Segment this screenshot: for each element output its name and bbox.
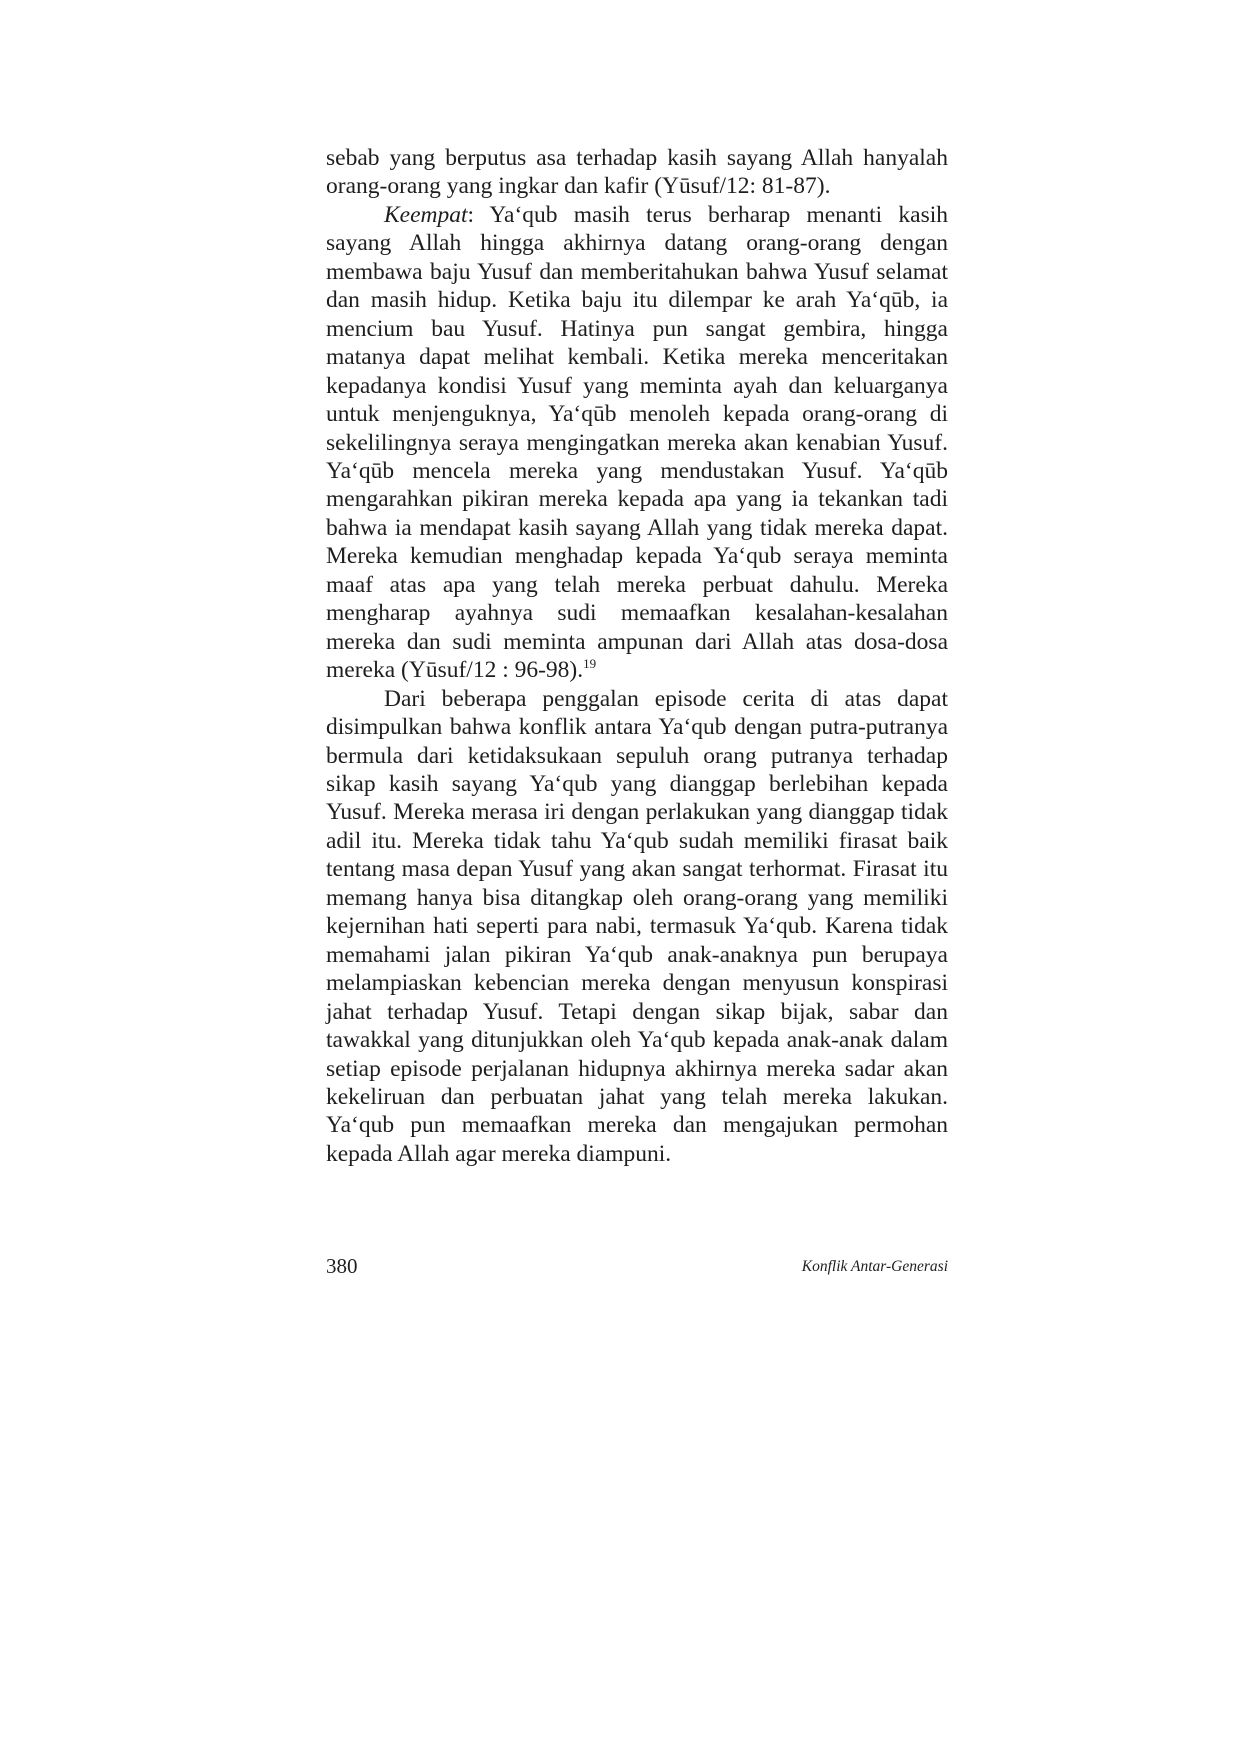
running-title: Konflik Antar-Generasi <box>801 1258 948 1275</box>
paragraph-3: Dari beberapa penggalan episode cerita di atas dapat disimpulkan bahwa konflik antara Yaʻqub dengan putra-putranya bermula dari ketidaksukaan sepuluh orang putranya terhadap sikap kasih sayang Yaʻqub yang dianggap berlebihan kepada Yusuf. Mereka merasa iri dengan perlakukan yang dianggap tidak adil itu. Mereka tidak tahu Yaʻqub sudah memiliki firasat baik tentang masa depan Yusuf yang akan sangat terhormat. Firasat itu memang hanya bisa ditangkap oleh orang-orang yang memiliki kejernihan hati seperti para nabi, termasuk Yaʻqub. Karena tidak memahami jalan pikiran Yaʻqub anak-anaknya pun berupaya melampiaskan kebencian mereka dengan menyusun konspirasi jahat terhadap Yusuf. Tetapi dengan sikap bijak, sabar dan tawakkal yang ditunjukkan oleh Yaʻqub kepada anak-anak dalam setiap episode perjalanan hidupnya akhirnya mereka sadar akan kekeliruan dan perbuatan jahat yang telah mereka lakukan. Yaʻqub pun memaafkan mereka dan mengajukan permohan kepada Allah agar mereka diampuni. <box>326 685 948 1167</box>
body-text <box>326 144 948 1168</box>
page-number: 380 <box>326 1254 358 1278</box>
paragraph-1: sebab yang berputus asa terhadap kasih sayang Allah hanyalah orang-orang yang ingkar dan kafir (Yūsuf/12: 81-87). <box>326 145 948 200</box>
paragraph-2 <box>326 201 948 685</box>
footnote-ref-19: 19 <box>583 656 597 672</box>
paragraph-2-lead: Keempat <box>384 201 468 228</box>
paragraph-2-text: : Yaʻqub masih terus berharap menanti kasih sayang Allah hingga akhirnya datang orang-orang dengan membawa baju Yusuf dan memberitahukan bahwa Yusuf selamat dan masih hidup. Ketika baju itu dilempar ke arah Yaʻqūb, ia mencium bau Yusuf. Hatinya pun sangat gembira, hingga matanya dapat melihat kembali. Ketika mereka menceritakan kepadanya kondisi Yusuf yang meminta ayah dan keluarganya untuk menjenguknya, Yaʻqūb menoleh kepada orang-orang di sekelilingnya seraya mengingatkan mereka akan kenabian Yusuf. Yaʻqūb mencela mereka yang mendustakan Yusuf. Yaʻqūb mengarahkan pikiran mereka kepada apa yang ia tekankan tadi bahwa ia mendapat kasih sayang Allah yang tidak mereka dapat. Mereka kemudian menghadap kepada Yaʻqub seraya meminta maaf atas apa yang telah mereka perbuat dahulu. Mereka mengharap ayahnya sudi memaafkan kesalahan-kesalahan mereka dan sudi meminta ampunan dari Allah atas dosa-dosa mereka (Yūsuf/12 : 96-98). <box>326 201 948 684</box>
